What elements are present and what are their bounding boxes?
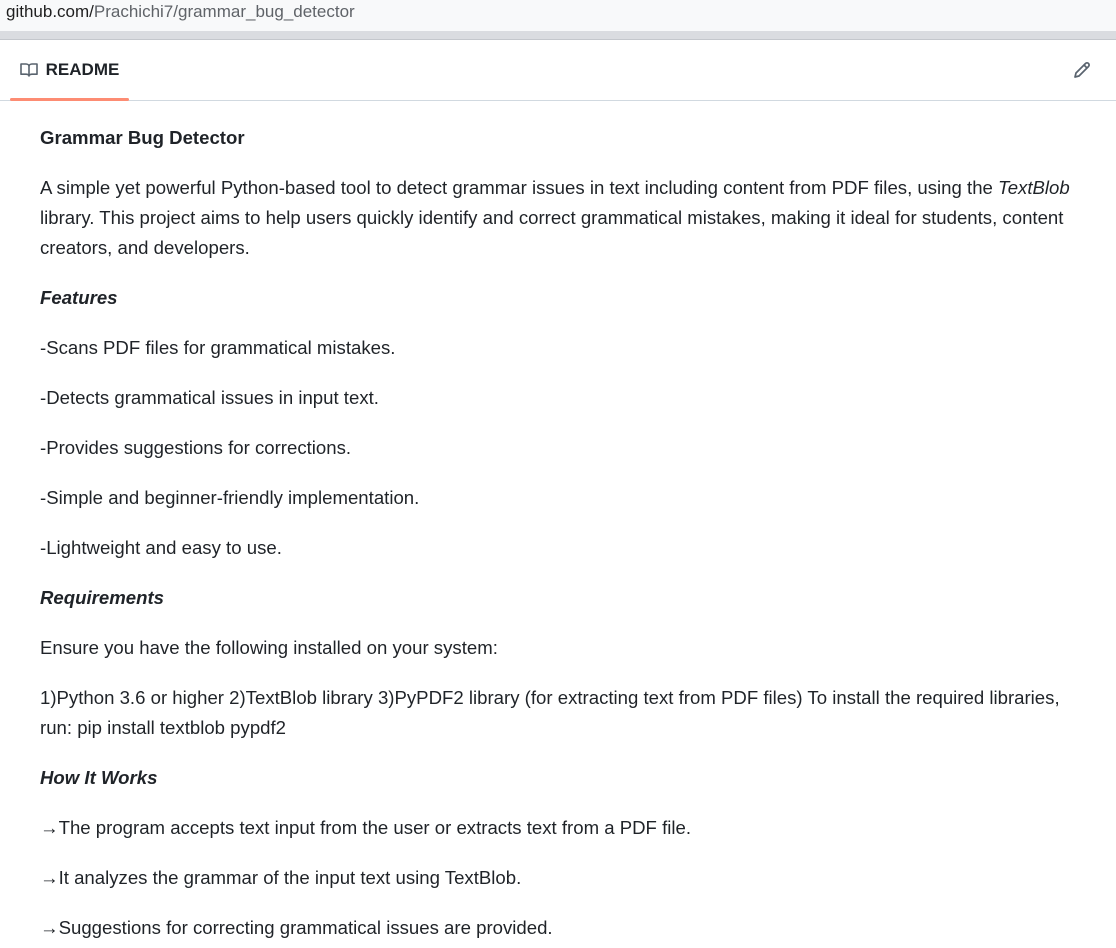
book-icon	[20, 62, 38, 78]
how-heading: How It Works	[40, 767, 158, 788]
requirements-intro: Ensure you have the following installed on your system:	[40, 637, 498, 658]
features-heading: Features	[40, 287, 118, 308]
feature-item: -Provides suggestions for corrections.	[40, 437, 352, 458]
readme-body	[0, 101, 1116, 943]
intro-paragraph	[40, 173, 1076, 263]
url-domain: github.com/	[6, 2, 94, 21]
requirements-list: 1)Python 3.6 or higher 2)TextBlob library 3)PyPDF2 library (for extracting text from PDF files) To install the required libraries, run: pip install textblob pypdf2	[40, 687, 1060, 738]
feature-item: -Detects grammatical issues in input text.	[40, 387, 379, 408]
textblob-emphasis: TextBlob	[998, 177, 1070, 198]
feature-item: -Scans PDF files for grammatical mistakes.	[40, 337, 396, 358]
intro-text-rest: library. This project aims to help users quickly identify and correct grammatical mistakes, making it ideal for students, content creators, and developers.	[40, 207, 1064, 258]
how-item: →The program accepts text input from the user or extracts text from a PDF file.	[40, 817, 692, 838]
requirements-heading: Requirements	[40, 587, 164, 608]
how-item: →Suggestions for correcting grammatical issues are provided.	[40, 917, 553, 938]
browser-divider	[0, 31, 1116, 40]
tab-label: README	[45, 60, 120, 79]
feature-item: -Simple and beginner-friendly implementation.	[40, 487, 420, 508]
tab-readme[interactable]	[10, 40, 129, 100]
feature-item: -Lightweight and easy to use.	[40, 537, 282, 558]
how-item: →It analyzes the grammar of the input text using TextBlob.	[40, 867, 522, 888]
address-bar[interactable]	[0, 0, 1116, 31]
pencil-icon[interactable]	[1072, 60, 1092, 80]
readme-title: Grammar Bug Detector	[40, 127, 245, 148]
readme-header	[0, 40, 1116, 101]
url-path: Prachichi7/grammar_bug_detector	[93, 2, 355, 21]
intro-text: A simple yet powerful Python-based tool to detect grammar issues in text including content from PDF files, using the	[40, 177, 999, 198]
